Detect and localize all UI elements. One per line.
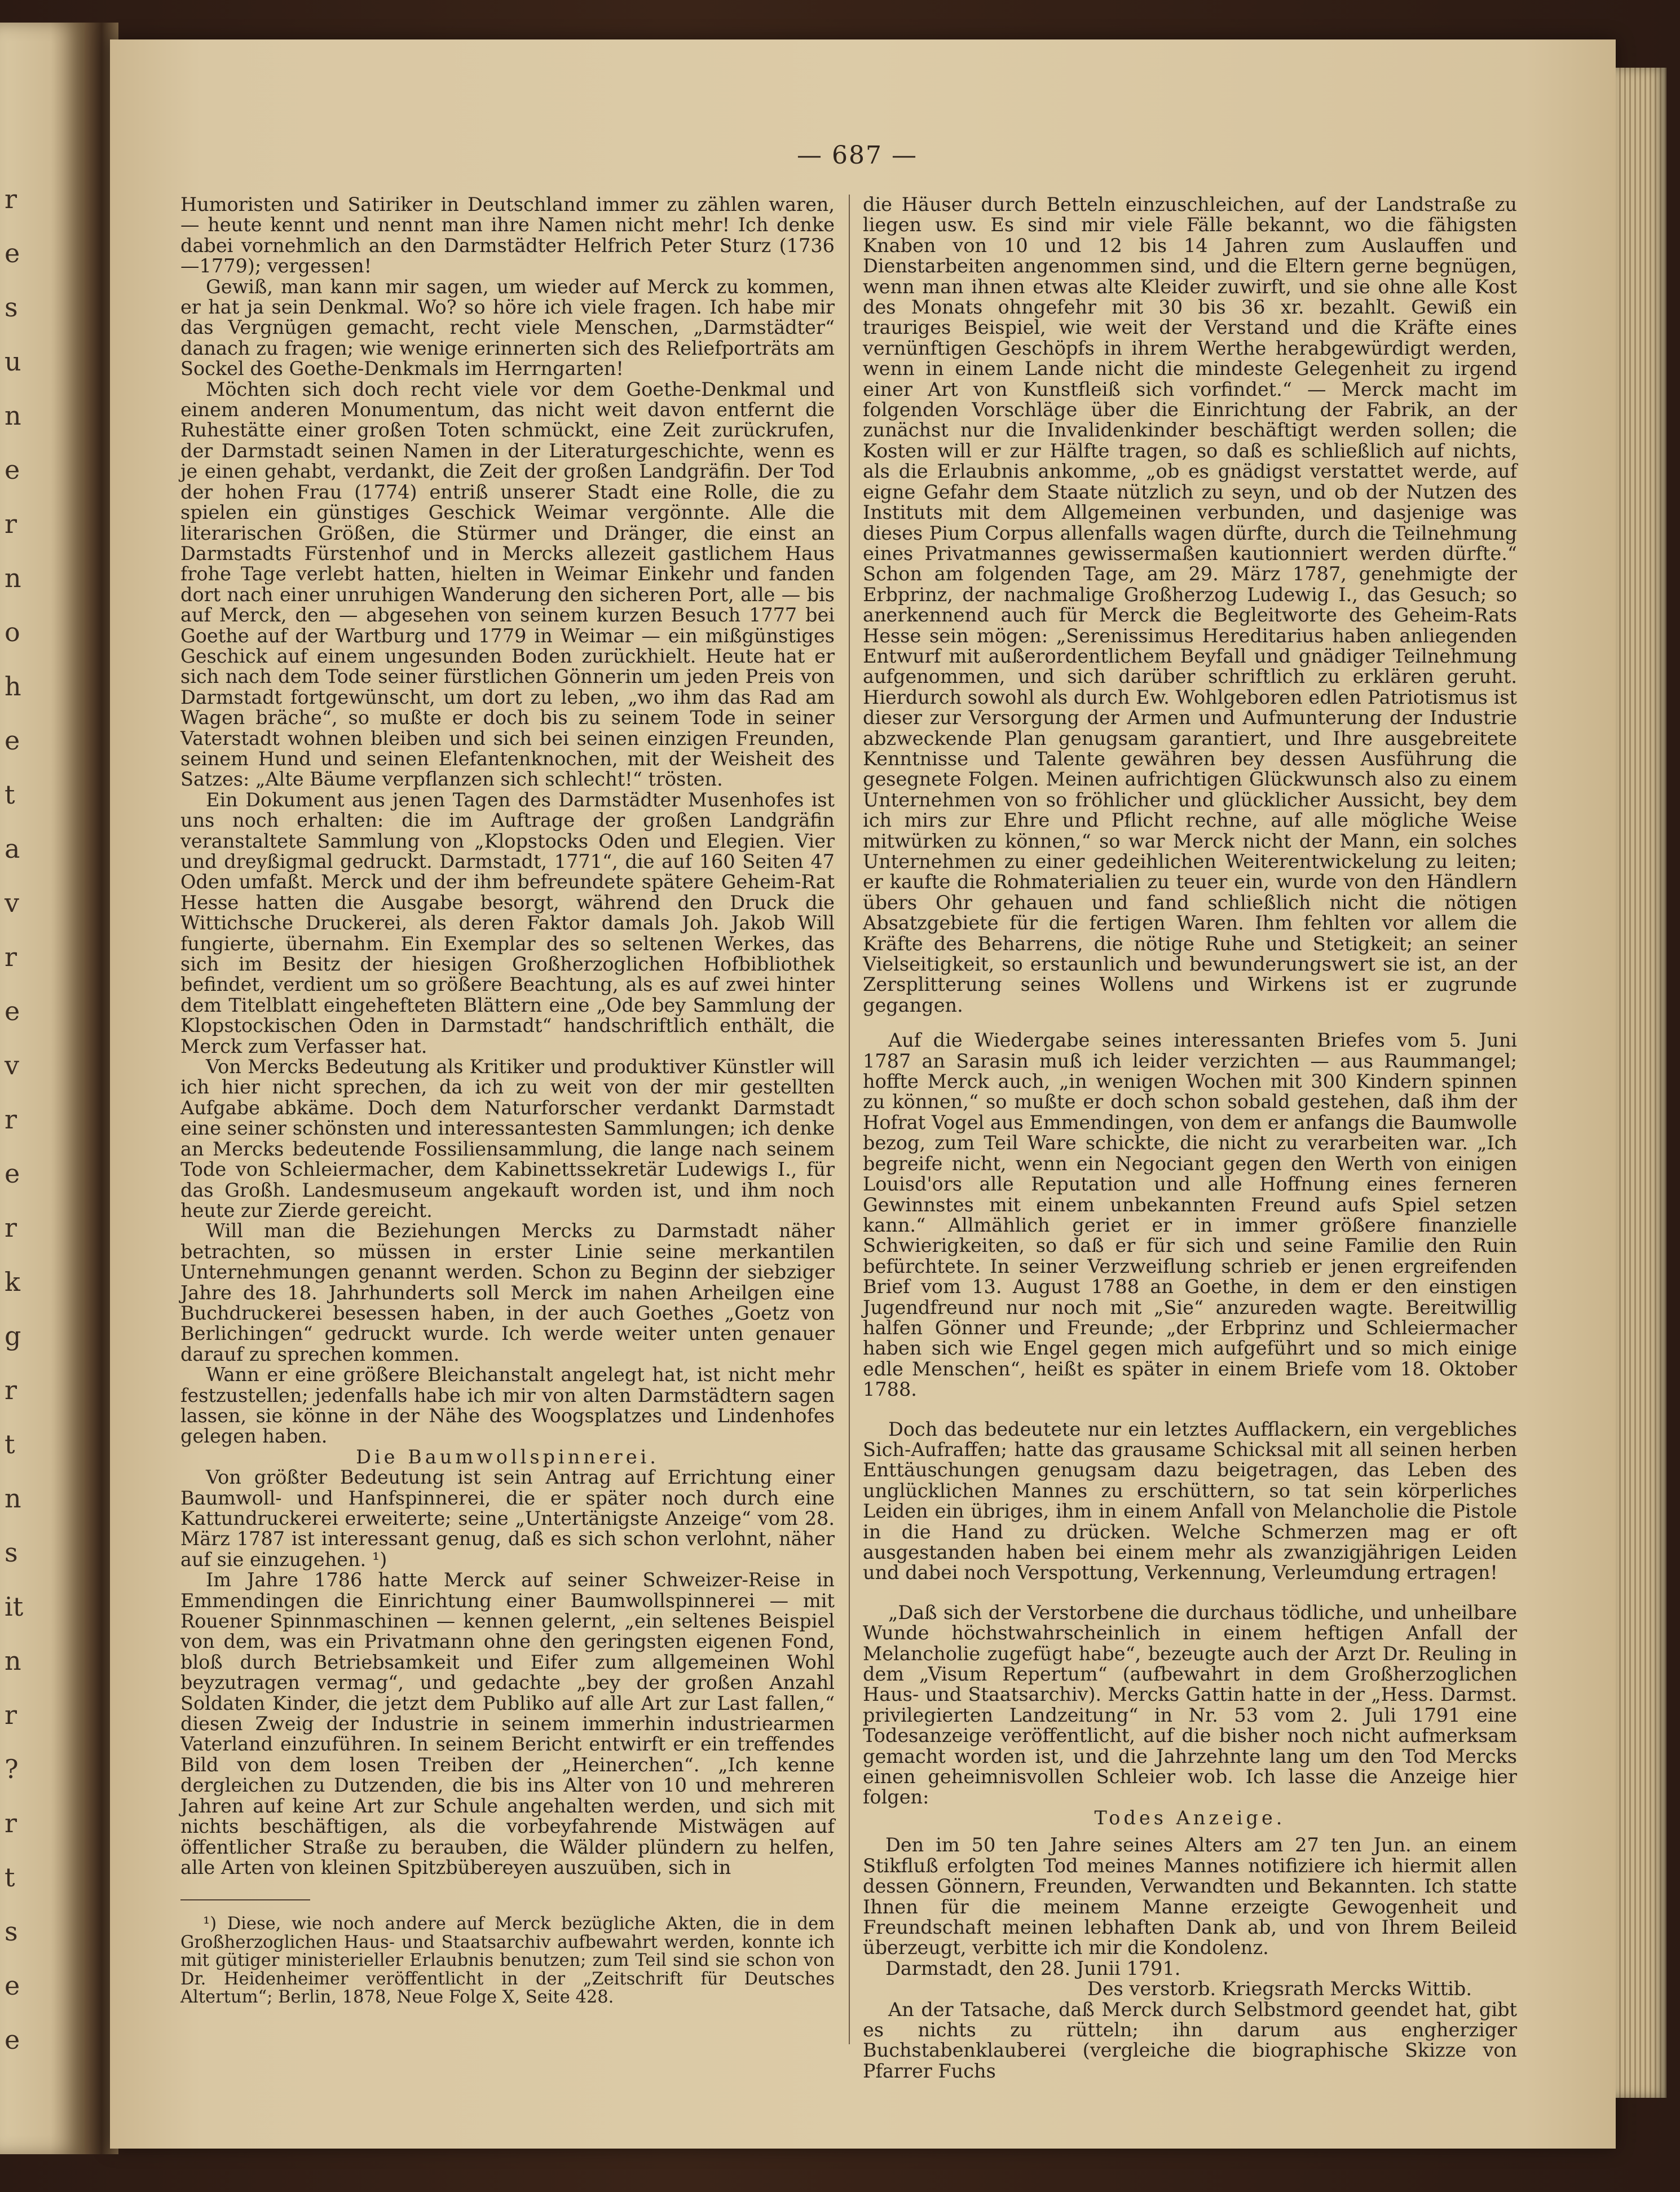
footnote-text: ¹) Diese, wie noch andere auf Merck bezügliche Akten, die in dem Großherzoglichen Haus- und Staatsarchiv aufbewahrt werden, konnte ich mit gütiger ministerieller Erlaubnis benutzen; zum Teil sind sie schon von Dr. Heidenheimer veröffentlicht in der „Zeitschrift für Deutsches Altertum“; Berlin, 1878, Neue Folge X, Seite 428. — [180, 1914, 835, 2008]
margin-fragment: r — [5, 1808, 17, 1838]
margin-fragment: o — [5, 617, 20, 647]
margin-fragment: e — [5, 238, 20, 268]
margin-fragment: s — [5, 1537, 18, 1568]
margin-fragment: e — [5, 1970, 20, 2001]
paragraph: „Daß sich der Verstorbene die durchaus tödliche, und unheilbare Wunde höchstwahrscheinlich in einem heftigen Anfall der Melancholie zugefügt habe“, bezeugte auch der Arzt Dr. Reuling in dem „Visum Repertum“ (aufbewahrt in dem Großherzoglichen Haus- und Staatsarchiv). Mercks Gattin hatte in der „Hess. Darmst. privilegierten Landzeitung“ in Nr. 53 vom 2. Juli 1791 eine Todesanzeige veröffentlicht, auf die bisher noch nicht aufmerksam gemacht worden ist, und die Jahrzehnte lang um den Tod Mercks einen geheimnisvollen Schleier wob. Ich lasse die Anzeige hier folgen: — [863, 1601, 1517, 1809]
margin-fragment: s — [5, 1916, 18, 1947]
right-column — [863, 195, 1517, 2081]
notice-place-date: Darmstadt, den 28. Junii 1791. — [885, 1957, 1181, 1979]
paragraph: Ein Dokument aus jenen Tagen des Darmstädter Musenhofes ist uns noch erhalten: die im Auftrage der großen Landgräfin veranstaltete Sammlung von „Klopstocks Oden und Elegien. Vier und dreyßigmal gedruckt. Darmstadt, 1771“, die auf 160 Seiten 47 Oden umfaßt. Merck und der ihm befreundete spätere Geheim-Rat Hesse hatten die Ausgabe besorgt, während den Druck die Wittichsche Druckerei, als deren Faktor damals Joh. Jakob Will fungierte, übernahm. Ein Exemplar des so seltenen Werkes, das sich im Besitz der hiesigen Großherzoglichen Hofbibliothek befindet, verdient um so größere Beachtung, als es auf zwei hinter dem Titelblatt eingehefteten Blättern eine „Ode bey Sammlung der Klopstockischen Oden in Darmstadt“ handschriftlich enthält, die Merck zum Verfasser hat. — [180, 788, 835, 1057]
margin-fragment: e — [5, 725, 20, 756]
margin-fragment: a — [5, 833, 20, 864]
margin-fragment: n — [5, 400, 21, 431]
margin-fragment: v — [5, 888, 19, 918]
paragraph: die Häuser durch Betteln einzuschleichen, auf der Landstraße zu liegen usw. Es sind mir viele Fälle bekannt, wo die fähigsten Knaben von 10 und 12 bis 14 Jahren zum Auslauffen und Dienstarbeiten angenommen sind, und die Eltern gerne begnügen, wenn man ihnen etwas alte Kleider zuwirft, und sie ohne alle Kost des Monats ohngefehr mit 30 bis 36 xr. bezahlt. Gewiß ein trauriges Beispiel, wie weit der Verstand und die Kräfte eines vernünftigen Geschöpfs in ihrem Werthe herabgewürdigt werden, wenn in einem Lande nicht die mindeste Gelegenheit zu irgend einer Art von Kunstfleiß sich vorfindet.“ — Merck macht im folgenden Vorschläge über die Einrichtung der Fabrik, an der zunächst nur die Invalidenkinder beschäftigt werden sollen; die Kosten will er zur Hälfte tragen, so daß es schließlich auf nichts, als die Erlaubnis ankomme, „ob es gnädigst verstattet werde, auf eigne Gefahr dem Staate nützlich zu seyn, und ob der Nutzen des Instituts mit dem Allgemeinen verbunden, und dasjenige was dieses Pium Corpus allenfalls wagen dürfte, durch die Teilnehmung eines Privatmannes gewissermaßen kautionniert werden dürfte.“ Schon am folgenden Tage, am 29. März 1787, genehmigte der Erbprinz, der nachmalige Großherzog Ludewig I., das Gesuch; so anerkennend auch für Merck die Begleitworte des Geheim-Rats Hesse sein mögen: „Serenissimus Hereditarius haben anliegenden Entwurf mit außerordentlichem Beyfall und gnädiger Teilnehmung aufgenommen, und sich darüber schriftlich zu erklären geruht. Hierdurch sowohl als durch Ew. Wohlgeboren edlen Patriotismus ist dieser zur Versorgung der Armen und Aufmunterung der Industrie abzweckende Plan genugsam garantiert, und Ihre ausgebreitete Kenntnisse und Talente gewähren bey dessen Ausführung die gesegnete Folgen. Meinen aufrichtigen Glückwunsch also zu einem Unternehmen von so fröhlicher und glücklicher Aussicht, bey dem ich mirs zur Ehre und Pflicht rechne, auf alle mögliche Weise mitwürken zu können,“ so war Merck nicht der Mann, ein solches Unternehmen zu einer gedeihlichen Weiterentwickelung zu leiten; er kaufte die Rohmaterialien zu teuer ein, wurde von den Händlern übers Ohr gehauen und fand schließlich nicht die nötigen Absatzgebiete für die fertigen Waren. Ihm fehlten vor allem die Kräfte des Beharrens, die nötige Ruhe und Stetigkeit; an seiner Vielseitigkeit, so erstaunlich und bewunderungswert sie ist, an der Zersplitterung seines Wollens und Wirkens ist er zugrunde gegangen. — [863, 193, 1517, 1016]
section-heading: Die Baumwollspinnerei. — [356, 1445, 659, 1468]
margin-fragment: g — [5, 1321, 21, 1351]
margin-fragment: e — [5, 2025, 20, 2055]
margin-fragment: r — [5, 1700, 17, 1730]
margin-fragment: r — [5, 184, 17, 214]
notice-signature: Des verstorb. Kriegsrath Mercks Wittib. — [1087, 1978, 1472, 2000]
previous-page-edge — [0, 23, 85, 2154]
margin-fragment: n — [5, 1646, 21, 1676]
left-column — [180, 195, 835, 2007]
margin-fragment: e — [5, 455, 20, 485]
paragraph: Möchten sich doch recht viele vor dem Goethe-Denkmal und einem anderen Monumentum, das nicht weit davon entfernt die Ruhestätte einer großen Toten schmückt, eine Zeit zurückrufen, der Darmstadt seinen Namen in der Literaturgeschichte, wenn es je einen gehabt, verdankt, die Zeit der großen Landgräfin. Der Tod der hohen Frau (1774) entriß unserer Stadt eine Rolle, die zu spielen ein günstiges Geschick Weimar vergönnte. Alle die literarischen Größen, die Stürmer und Dränger, die einst an Darmstadts Fürstenhof und in Mercks allezeit gastlichem Haus frohe Tage verlebt hatten, hielten in Weimar Einkehr und fanden dort nach einer unruhigen Wanderung den sicheren Port, alle — bis auf Merck, den — abgesehen von seinem kurzen Besuch 1777 bei Goethe auf der Wartburg und 1779 in Weimar — ein mißgünstiges Geschick auf einem ungesunden Boden zurückhielt. Heute hat er sich nach dem Tode seiner fürstlichen Gönnerin um jeden Preis von Darmstadt fortgewünscht, um dort zu leben, „wo ihm das Rad am Wagen bräche“, so mußte er doch bis zu seinem Tode in seiner Vaterstadt wohnen bleiben und sich bei seinen einzigen Freunden, seinem Hund und seinen Elefantenknochen, mit der Weisheit des Satzes: „Alte Bäume verpflanzen sich schlecht!“ trösten. — [180, 378, 835, 791]
margin-fragment: e — [5, 1158, 20, 1189]
paragraph: Will man die Beziehungen Mercks zu Darmstadt näher betrachten, so müssen in erster Linie seine merkantilen Unternehmungen genannt werden. Schon zu Beginn der siebziger Jahre des 18. Jahrhunderts soll Merck im nahen Arheilgen eine Buchdruckerei besessen haben, in der auch Goethes „Goetz von Berlichingen“ gedruckt wurde. Ich werde weiter unten genauer darauf zu sprechen kommen. — [180, 1220, 835, 1365]
footnote — [180, 1915, 835, 2007]
margin-fragment: h — [5, 671, 21, 702]
margin-fragment: r — [5, 1375, 17, 1405]
paragraph: Humoristen und Satiriker in Deutschland immer zu zählen waren, — heute kennt und nennt man ihre Namen nicht mehr! Ich denke dabei vornehmlich an den Darmstädter Helfrich Peter Sturz (1736—1779); vergessen! — [180, 193, 835, 277]
margin-fragment: n — [5, 563, 21, 593]
paragraph: Von größter Bedeutung ist sein Antrag auf Errichtung einer Baumwoll- und Hanfspinnerei, die er später noch durch eine Kattundruckerei erweiterte; seine „Untertänigste Anzeige“ vom 28. März 1787 ist interessant genug, daß es sich schon verlohnt, näher auf sie einzugehen. ¹) — [180, 1466, 835, 1571]
margin-fragment: k — [5, 1267, 20, 1297]
margin-fragment: s — [5, 292, 18, 323]
margin-fragment: v — [5, 1050, 19, 1080]
margin-fragment: r — [5, 1212, 17, 1243]
notice-text: Den im 50 ten Jahre seines Alters am 27 ten Jun. an einem Stikfluß erfolgten Tod meines Mannes notifiziere ich hiermit allen dessen Gönnern, Freunden, Verwandten und Bekannten. Ich statte Ihnen für die meinem Manne erzeigte Gewogenheit und Freundschaft meinen lebhaften Dank ab, und von Ihrem Beileid überzeugt, verbitte ich mir die Kondolenz. — [863, 1834, 1517, 1959]
margin-fragment: e — [5, 996, 20, 1026]
margin-fragment: t — [5, 1862, 15, 1893]
footnote-rule — [180, 1899, 310, 1900]
margin-fragment: r — [5, 1104, 17, 1135]
margin-fragment: it — [5, 1591, 24, 1622]
margin-fragment: u — [5, 346, 21, 377]
paragraph: An der Tatsache, daß Merck durch Selbstmord geendet hat, gibt es nichts zu rütteln; ihn darum aus engherziger Buchstabenklauberei (vergleiche die biographische Skizze von Pfarrer Fuchs — [863, 1998, 1517, 2082]
paragraph: Wann er eine größere Bleichanstalt angelegt hat, ist nicht mehr festzustellen; jedenfalls habe ich mir von alten Darmstädtern sagen lassen, sie könne in der Nähe des Woogsplatzes und Lindenhofes gelegen haben. — [180, 1364, 835, 1448]
paragraph: Doch das bedeutete nur ein letztes Aufflackern, ein vergebliches Sich-Aufraffen; hatte das grausame Schicksal mit all seinen herben Enttäuschungen genugsam dazu beigetragen, das Leben des unglücklichen Mannes zu erschüttern, so tat sein körperliches Leiden ein übriges, ihm in einem Anfall von Melancholie die Pistole in die Hand zu drücken. Welche Schmerzen mag er oft ausgestanden haben bei einem mehr als zwanzigjährigen Leiden und dabei noch Verspottung, Verkennung, Verleumdung ertragen! — [863, 1418, 1517, 1584]
margin-fragment: t — [5, 779, 15, 810]
page-stack-edge — [1616, 68, 1666, 2098]
death-notice — [863, 1835, 1517, 1999]
column-divider — [849, 195, 850, 2044]
margin-fragment: t — [5, 1429, 15, 1459]
paragraph: Gewiß, man kann mir sagen, um wieder auf Merck zu kommen, er hat ja sein Denkmal. Wo? so höre ich viele fragen. Ich habe mir das Vergnügen gemacht, recht viele Menschen, „Darmstädter“ danach zu fragen; wie wenige erinnerten sich des Reliefporträts am Sockel des Goethe-Denkmals im Herrngarten! — [180, 275, 835, 380]
paragraph: Im Jahre 1786 hatte Merck auf seiner Schweizer-Reise in Emmendingen die Einrichtung einer Baumwollspinnerei — mit Rouener Spinnmaschinen — kennen gelernt, „ein seltenes Beispiel von dem, was ein Privatmann ohne den geringsten eigenen Fond, bloß durch Betriebsamkeit und Eifer zum allgemeinen Wohl beyzutragen vermag“, und gedachte „bey der großen Anzahl Soldaten Kinder, die jetzt dem Publiko auf alle Art zur Last fallen,“ diesen Zweig der Industrie in seinem immerhin industriearmen Vaterland einzuführen. In seinem Bericht entwirft er ein treffendes Bild von dem losen Treiben der „Heinerchen“. „Ich kenne dergleichen zu Dutzenden, die bis ins Alter von 10 und mehreren Jahren auf keine Art zur Schule angehalten werden, und sich mit nichts beschäftigen, als die vorbeyfahrende Mistwägen auf öffentlicher Straße zu berauben, die Wälder plündern zu helfen, alle Arten von kleinen Spitzbübereyen auszuüben, sich in — [180, 1569, 835, 1878]
margin-fragment: r — [5, 509, 17, 539]
notice-heading: Todes Anzeige. — [1094, 1806, 1286, 1829]
paragraph: Auf die Wiedergabe seines interessanten Briefes vom 5. Juni 1787 an Sarasin muß ich leider verzichten — aus Raummangel; hoffte Merck auch, „in wenigen Wochen mit 300 Kindern spinnen zu können,“ so mußte er doch schon sobald gestehen, daß ihm der Hofrat Vogel aus Emmendingen, von dem er anfangs die Baumwolle bezog, zum Teil Ware schickte, die nicht zu verarbeiten war. „Ich begreife nicht, wenn ein Negociant gegen den Werth von einigen Louisd'ors alle Reputation und alle Hoffnung eines ferneren Gewinnstes mit einem unbekannten Freund aufs Spiel setzen kann.“ Allmählich geriet er in immer größere finanzielle Schwierigkeiten, so daß er für sich und seine Familie den Ruin befürchtete. In seiner Verzweiflung schrieb er jenen ergreifenden Brief vom 13. August 1788 an Goethe, in dem er den einstigen Jugendfreund nur noch mit „Sie“ anzureden wagte. Bereitwillig halfen Gönner und Freunde; „der Erbprinz und Schleiermacher haben sich wie Engel gegen mich aufgeführt und so mich einige edle Menschen“, heißt es später in einem Briefe vom 18. Oktober 1788. — [863, 1029, 1517, 1401]
margin-fragment: ? — [5, 1754, 19, 1784]
paragraph: Von Mercks Bedeutung als Kritiker und produktiver Künstler will ich hier nicht sprechen, da ich zu weit von der mir gestellten Aufgabe abkäme. Doch dem Naturforscher verdankt Darmstadt eine seiner schönsten und interessantesten Sammlungen; ich denke an Mercks bedeutende Fossiliensammlung, die lange nach seinem Tode von Schleiermacher, dem Kabinettssekretär Ludewigs I., für das Großh. Landesmuseum angekauft worden ist, und ihm noch heute zur Zierde gereicht. — [180, 1056, 835, 1221]
margin-fragment: r — [5, 942, 17, 972]
page-number: — 687 — — [797, 141, 918, 170]
margin-fragment: n — [5, 1483, 21, 1514]
